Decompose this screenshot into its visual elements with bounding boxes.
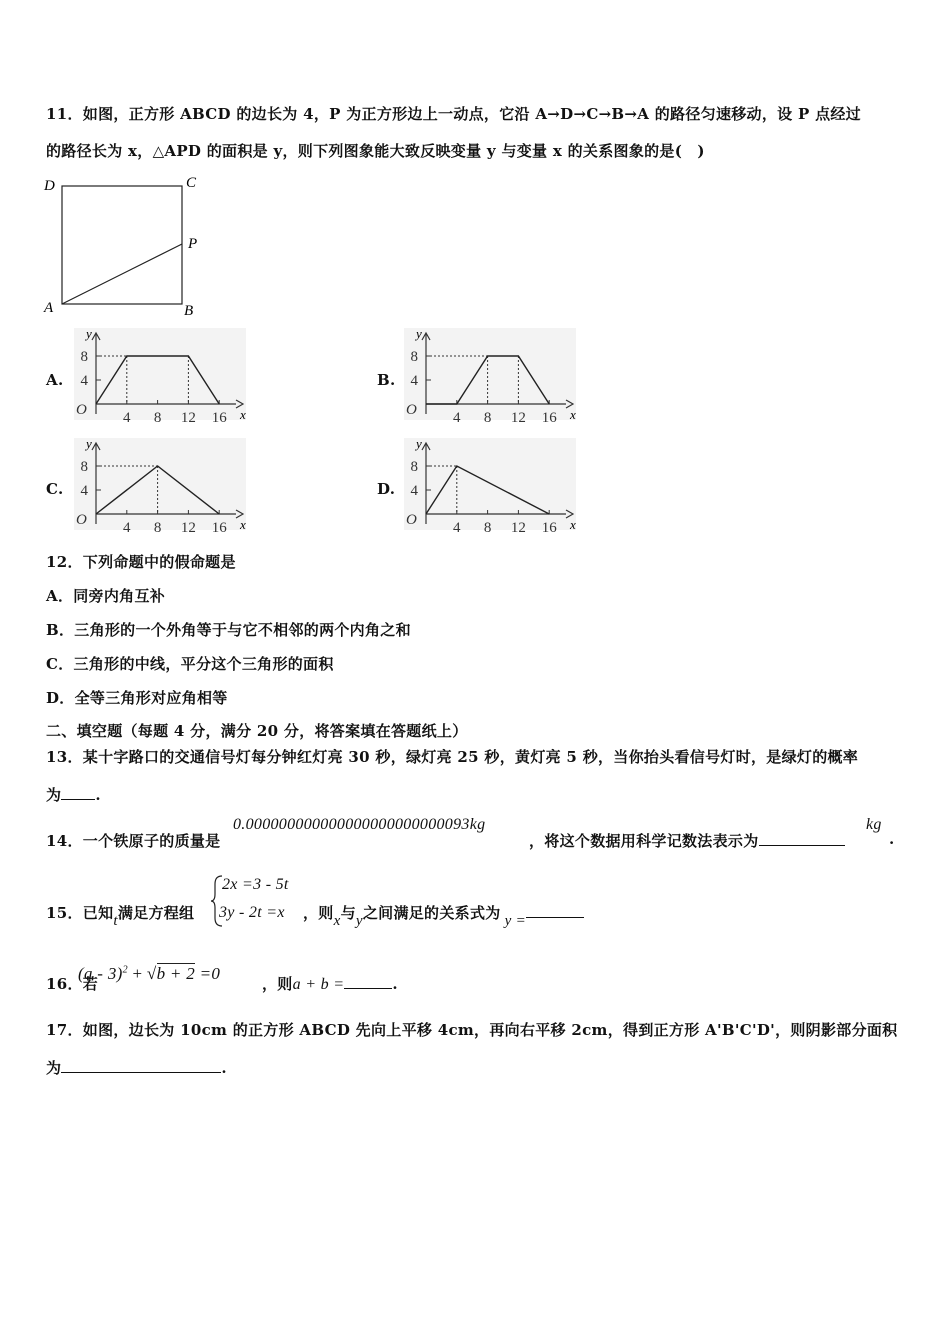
q14-answer-blank[interactable] (759, 831, 845, 846)
q14-text (529, 830, 845, 851)
square-figure (40, 172, 210, 320)
y-axis-label: y (86, 436, 92, 451)
x-axis-label: x (240, 407, 246, 422)
graph-background (74, 328, 246, 420)
option-d-label: D. (377, 480, 396, 498)
x-tick-label: 16 (211, 520, 227, 532)
option-d-graph (400, 436, 580, 532)
q15-t: t (113, 913, 118, 929)
q12-stem: 12．下列命题中的假命题是 (46, 553, 236, 571)
x-axis-label: x (570, 517, 576, 532)
y-tick-label: 4 (80, 483, 88, 499)
q16-suffix: . (392, 975, 398, 993)
q16-mid: ，则 (262, 975, 293, 993)
q16-expr-a: (a - 3) (78, 964, 123, 983)
q15-equation-2: 3y - 2t =x (219, 904, 285, 921)
q15-mid3: 之间满足的关系式为 (362, 904, 501, 922)
y-tick-label: 8 (410, 459, 418, 475)
q15-tail (303, 902, 584, 929)
q13-suffix: . (95, 786, 101, 804)
square-abcd (62, 186, 182, 304)
q16-prefix: 16．若 (46, 975, 99, 993)
q11-line2: 的路径长为 x，△APD 的面积是 y，则下列图象能大致反映变量 y 与变量 x 的关系图象的是( ) (46, 142, 705, 160)
y-tick-label: 8 (80, 459, 88, 475)
origin-label: O (406, 402, 417, 418)
origin-label: O (406, 512, 417, 528)
y-tick-label: 4 (80, 373, 88, 389)
x-tick-label: 8 (153, 410, 162, 422)
option-a-label: A. (46, 371, 64, 389)
x-tick-label: 12 (180, 520, 196, 532)
q12-option-d: D．全等三角形对应角相等 (46, 689, 228, 707)
q15-prefix: 15．已知 (46, 904, 114, 922)
x-axis-label: x (570, 407, 576, 422)
q16-plus: + (132, 964, 143, 983)
segment-ap (62, 244, 182, 304)
y-axis-label: y (416, 326, 422, 341)
q16-answer-blank[interactable] (344, 974, 392, 989)
label-d: D (44, 178, 55, 194)
x-tick-label: 4 (123, 520, 131, 532)
q17-suffix: . (221, 1059, 227, 1077)
q13-line2 (46, 784, 101, 805)
q15-mid2: ，则 (303, 904, 334, 922)
q15-answer-label: y = (504, 913, 526, 929)
option-b-graph (400, 326, 580, 422)
x-tick-label: 4 (453, 410, 461, 422)
label-a: A (44, 300, 54, 316)
y-tick-label: 4 (410, 373, 418, 389)
q17-line1: 17．如图，边长为 10cm 的正方形 ABCD 先向上平移 4cm，再向右平移 2cm，得到正方形 A'B'C'D'，则阴影部分面积 (46, 1021, 898, 1039)
q14-unit: kg (866, 816, 882, 833)
q14-value: 0.000000000000000000000000093kg (233, 816, 486, 833)
q15-line (46, 902, 195, 929)
q16-radicand: b + 2 (156, 964, 196, 983)
x-tick-label: 8 (483, 410, 492, 422)
x-tick-label: 16 (541, 410, 557, 422)
y-tick-label: 8 (80, 349, 88, 365)
origin-label: O (76, 512, 87, 528)
x-tick-label: 8 (153, 520, 162, 532)
option-c-graph (70, 436, 250, 532)
x-tick-label: 8 (483, 520, 492, 532)
sqrt-icon: √ (146, 964, 157, 983)
q14-prefix: 14．一个铁原子的质量是 (46, 832, 221, 850)
q15-answer-blank[interactable] (526, 903, 584, 918)
graph-background (74, 438, 246, 530)
x-tick-label: 12 (510, 410, 526, 422)
section-2-heading: 二、填空题（每题 4 分，满分 20 分，将答案填在答题纸上） (46, 722, 468, 740)
q13-prefix: 为 (46, 786, 62, 804)
q11-line1: 11．如图，正方形 ABCD 的边长为 4，P 为正方形边上一动点，它沿 A→D→C→B→A 的路径匀速移动，设 P 点经过 (46, 105, 861, 123)
q15-mid1: 满足方程组 (117, 904, 195, 922)
y-tick-label: 4 (410, 483, 418, 499)
y-tick-label: 8 (410, 349, 418, 365)
y-axis-label: y (416, 436, 422, 451)
q17-answer-blank[interactable] (61, 1058, 221, 1073)
option-c-label: C. (46, 480, 64, 498)
x-tick-label: 4 (123, 410, 131, 422)
q13-answer-blank[interactable] (61, 785, 95, 800)
q14-suffix: . (889, 830, 895, 848)
graph-background (404, 328, 576, 420)
x-tick-label: 16 (541, 520, 557, 532)
q16-equals-zero: =0 (199, 964, 221, 983)
q15-x: x (333, 913, 341, 929)
q16-expr2: a + b = (292, 976, 345, 993)
q17-prefix: 为 (46, 1059, 62, 1077)
label-b: B (184, 303, 194, 319)
q15-equation-1: 2x =3 - 5t (222, 876, 289, 893)
q16-expression (78, 964, 220, 984)
option-a-graph (70, 326, 250, 422)
q12-option-b: B．三角形的一个外角等于与它不相邻的两个内角之和 (46, 621, 411, 639)
y-axis-label: y (86, 326, 92, 341)
q14-middle: ，将这个数据用科学记数法表示为 (529, 832, 759, 850)
label-c: C (186, 175, 197, 191)
q17-line2 (46, 1057, 227, 1078)
option-b-label: B. (377, 371, 396, 389)
label-p: P (188, 236, 198, 252)
x-tick-label: 12 (180, 410, 196, 422)
q12-option-a: A．同旁内角互补 (46, 587, 166, 605)
q16-square: 2 (122, 964, 128, 976)
origin-label: O (76, 402, 87, 418)
q16-tail (262, 973, 398, 994)
q15-y: y (355, 913, 363, 929)
q12-option-c: C．三角形的中线，平分这个三角形的面积 (46, 655, 334, 673)
q13-line1: 13．某十字路口的交通信号灯每分钟红灯亮 30 秒，绿灯亮 25 秒，黄灯亮 5 秒，当你抬头看信号灯时，是绿灯的概率 (46, 748, 859, 766)
x-tick-label: 4 (453, 520, 461, 532)
x-axis-label: x (240, 517, 246, 532)
q15-with: 与 (340, 904, 356, 922)
x-tick-label: 12 (510, 520, 526, 532)
x-tick-label: 16 (211, 410, 227, 422)
